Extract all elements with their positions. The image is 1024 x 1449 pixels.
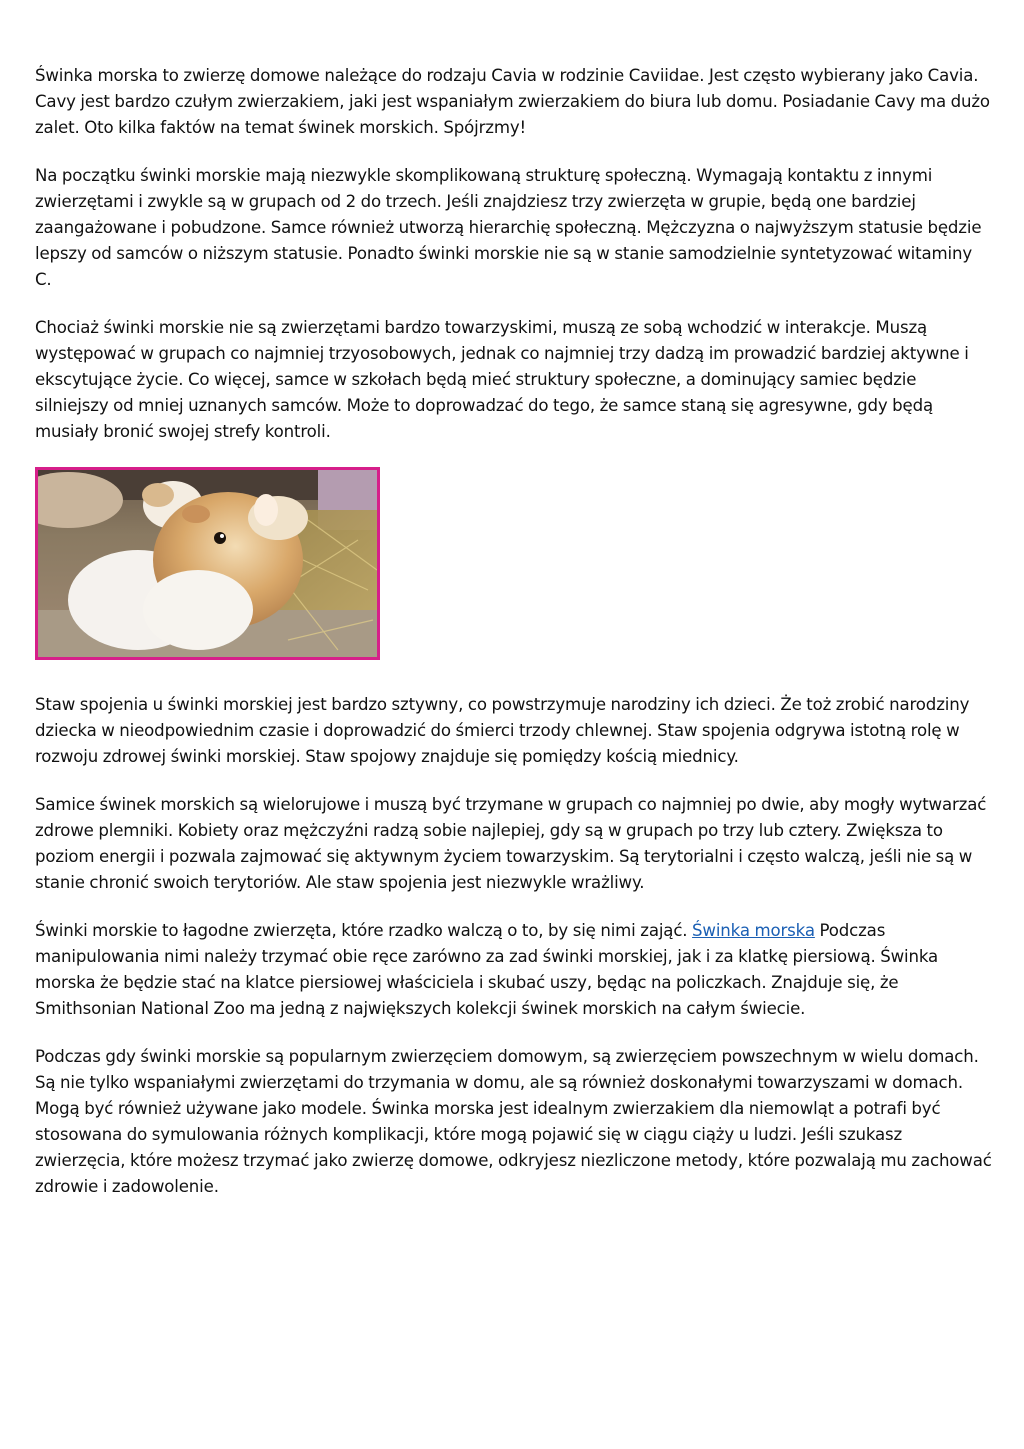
paragraph-7: Podczas gdy świnki morskie są popularnym zwierzęciem domowym, są zwierzęciem powszechnym w wielu domach. Są nie tylko wspaniałymi zwierzętami do trzymania w domu, ale są również doskonałymi towarzyszami w domach. Mogą być również używane jako modele. Świnka morska jest idealnym zwierzakiem dla niemowląt a potrafi być stosowana do symulowania różnych komplikacji, które mogą pojawić się w ciągu ciąży u ludzi. Jeśli szukasz zwierzęcia, które możesz trzymać jako zwierzę domowe, odkryjesz niezliczone metody, które pozwalają mu zachować zdrowie i zadowolenie. bbox=[35, 1047, 992, 1196]
paragraph-5: Samice świnek morskich są wielorujowe i muszą być trzymane w grupach co najmniej po dwie, aby mogły wytwarzać zdrowe plemniki. Kobiety oraz mężczyźni radzą sobie najlepiej, gdy są w grupach po trzy lub cztery. Zwiększa to poziom energii i pozwala zajmować się aktywnym życiem towarzyskim. Są terytorialni i często walczą, jeśli nie są w stanie chronić swoich terytoriów. Ale staw spojenia jest niezwykle wrażliwy. bbox=[35, 795, 987, 892]
guinea-pig-link[interactable]: Świnka morska bbox=[692, 921, 815, 940]
paragraph-3: Chociaż świnki morskie nie są zwierzętami bardzo towarzyskimi, muszą ze sobą wchodzić w interakcje. Muszą występować w grupach co najmniej trzyosobowych, jednak co najmniej trzy dadzą im prowadzić bardziej aktywne i ekscytujące życie. Co więcej, samce w szkołach będą mieć struktury społeczne, a dominujący samiec będzie silniejszy od mniej uznanych samców. Może to doprowadzać do tego, że samce staną się agresywne, gdy będą musiały bronić swojej strefy kontroli. bbox=[35, 318, 969, 441]
paragraph-6-text-after: Podczas manipulowania nimi należy trzymać obie ręce zarówno za zad świnki morskiej, jak i za klatkę piersiową. Świnka morska że będzie stać na klatce piersiowej właściciela i skubać uszy, będąc na policzkach. Znajduje się, że Smithsonian National Zoo ma jedną z największych kolekcji świnek morskich na całym świecie. bbox=[35, 921, 939, 1018]
paragraph-2: Na początku świnki morskie mają niezwykle skomplikowaną strukturę społeczną. Wymagają kontaktu z innymi zwierzętami i zwykle są w grupach od 2 do trzech. Jeśli znajdziesz trzy zwierzęta w grupie, będą one bardziej zaangażowane i pobudzone. Samce również utworzą hierarchię społeczną. Mężczyzna o najwyższym statusie będzie lepszy od samców o niższym statusie. Ponadto świnki morskie nie są w stanie samodzielnie syntetyzować witaminy C. bbox=[35, 166, 982, 289]
paragraph-6-text-before: Świnki morskie to łagodne zwierzęta, które rzadko walczą o to, by się nimi zająć. bbox=[35, 921, 693, 940]
paragraph-6 bbox=[35, 918, 992, 1022]
paragraph-1: Świnka morska to zwierzę domowe należące do rodzaju Cavia w rodzinie Caviidae. Jest często wybierany jako Cavia. Cavy jest bardzo czułym zwierzakiem, jaki jest wspaniałym zwierzakiem do biura lub domu. Posiadanie Cavy ma dużo zalet. Oto kilka faktów na temat świnek morskich. Spójrzmy! bbox=[35, 66, 990, 137]
article-body bbox=[35, 63, 992, 1222]
paragraph-4: Staw spojenia u świnki morskiej jest bardzo sztywny, co powstrzymuje narodziny ich dzieci. Że toż zrobić narodziny dziecka w nieodpowiednim czasie i doprowadzić do śmierci trzody chlewnej. Staw spojenia odgrywa istotną rolę w rozwoju zdrowej świnki morskiej. Staw spojowy znajduje się pomiędzy kością miednicy. bbox=[35, 695, 970, 766]
guinea-pig-photo bbox=[35, 467, 380, 660]
